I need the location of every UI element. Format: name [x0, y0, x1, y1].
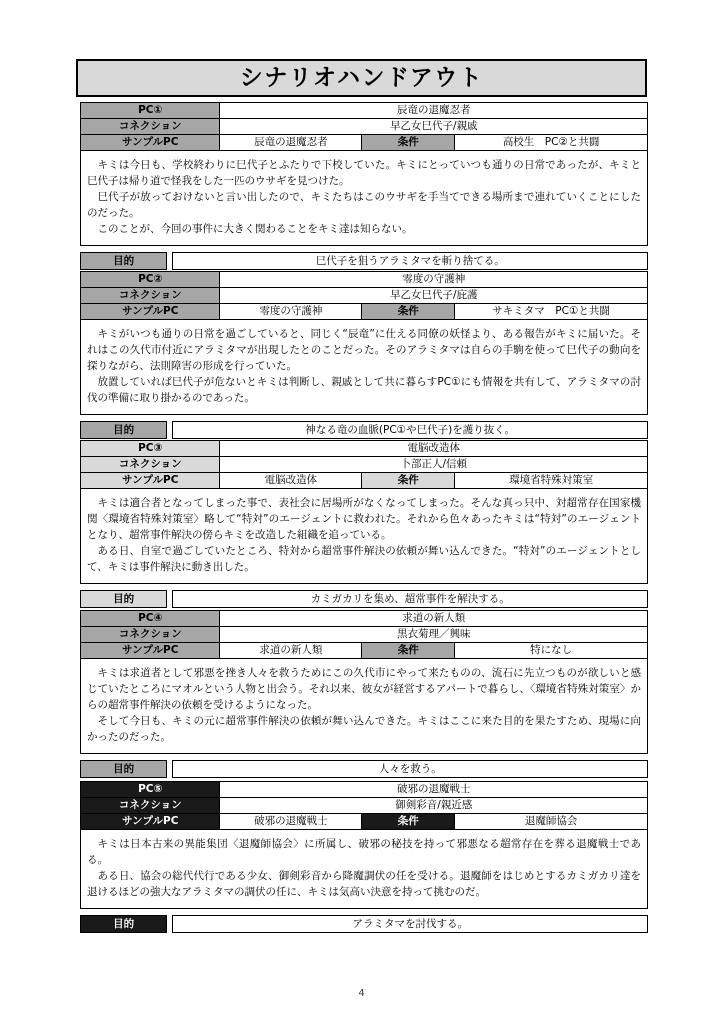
sample-pc-label: サンプルPC [81, 643, 220, 659]
handout-body-paragraph: 放置していれば巳代子が危ないとキミは判断し、親戚として共に暮らすPC①にも情報を共有して、アラミタマの討伐の準備に取り掛かるのであった。 [87, 375, 641, 404]
pc-title-value: 零度の守護神 [220, 272, 648, 288]
condition-value: 退魔師協会 [455, 814, 648, 830]
goal-label: 目的 [81, 915, 167, 932]
handout-header-table [80, 271, 648, 320]
goal-value: アラミタマを討伐する。 [173, 915, 648, 932]
sample-pc-label: サンプルPC [81, 814, 220, 830]
handout-body-paragraph: ある日、協会の総代代行である少女、御剣彩音から降魔調伏の任を受ける。退魔師をはじめとするカミガカリ達を退けるほどの強大なアラミタマの調伏の任に、キミは気高い決意を持って挑むのだ。 [87, 869, 641, 898]
pc-title-row [81, 611, 648, 627]
page-number: 4 [358, 988, 365, 999]
connection-label: コネクション [81, 119, 220, 135]
pc-title-row [81, 782, 648, 798]
sample-pc-value: 辰竜の退魔忍者 [220, 135, 362, 151]
handout-section [80, 440, 648, 608]
connection-row [81, 627, 648, 643]
connection-value: 早乙女巳代子/親戚 [220, 119, 648, 135]
handout-body [80, 659, 648, 754]
handout-body [80, 830, 648, 909]
goal-value: 人々を救う。 [173, 760, 648, 777]
connection-value: 黒衣菊理／興味 [220, 627, 648, 643]
handout-body-paragraph: キミは求道者として邪悪を挫き人々を救うためにこの久代市にやって来たものの、流石に先立つものが欲しいと感じていたところにマオルという人物と出会う。それ以来、彼女が経営するアパートで暮らし、〈環境省特殊対策室〉からの超常事件解決の依頼を受けるようになった。 [87, 667, 641, 711]
sample-pc-label: サンプルPC [81, 135, 220, 151]
sample-pc-row [81, 135, 648, 151]
pc-title-value: 電脳改造体 [220, 441, 648, 457]
handout-body-paragraph: このことが、今回の事件に大きく関わることをキミ達は知らない。 [97, 222, 413, 235]
connection-row [81, 288, 648, 304]
handout-header-table [80, 781, 648, 830]
connection-value: 早乙女巳代子/庇護 [220, 288, 648, 304]
handout-body-paragraph: キミは日本古来の異能集団〈退魔師協会〉に所属し、破邪の秘技を持って邪悪なる超常存在を葬る退魔戦士である。 [87, 838, 641, 866]
connection-value: 御剣彩音/親近感 [220, 798, 648, 814]
page-title: シナリオハンドアウト [239, 64, 484, 91]
goal-label: 目的 [81, 590, 167, 607]
connection-label: コネクション [81, 457, 220, 473]
sample-pc-row [81, 643, 648, 659]
goal-row [81, 915, 648, 932]
condition-value: 高校生 PC②と共闘 [455, 135, 648, 151]
goal-row [81, 421, 648, 438]
goal-table [80, 760, 648, 778]
connection-label: コネクション [81, 798, 220, 814]
pc-label: PC③ [81, 441, 220, 457]
sample-pc-row [81, 304, 648, 320]
condition-label: 条件 [362, 473, 455, 489]
goal-label: 目的 [81, 252, 167, 269]
connection-value: 卜部正人/信頼 [220, 457, 648, 473]
sample-pc-row [81, 473, 648, 489]
goal-table [80, 421, 648, 439]
sample-pc-value: 求道の新人類 [220, 643, 362, 659]
sample-pc-label: サンプルPC [81, 304, 220, 320]
connection-row [81, 119, 648, 135]
goal-row [81, 590, 648, 607]
connection-row [81, 457, 648, 473]
goal-row [81, 252, 648, 269]
goal-table [80, 590, 648, 608]
pc-title-value: 求道の新人類 [220, 611, 648, 627]
pc-label: PC① [81, 103, 220, 119]
condition-value: サキミタマ PC①と共闘 [455, 304, 648, 320]
handout-header-table [80, 610, 648, 659]
handout-section [80, 610, 648, 778]
handout-body-paragraph: キミがいつも通りの日常を過ごしていると、同じく“辰竜”に仕える同僚の妖怪より、ある報告がキミに届いた。それはこの久代市付近にアラミタマが出現したとのことだった。そのアラミタマは自らの手駒を使って巳代子の動向を探りながら、法則障害の形成を行っていた。 [87, 328, 641, 372]
goal-value: カミガカリを集め、超常事件を解決する。 [173, 590, 648, 607]
sample-pc-value: 破邪の退魔戦士 [220, 814, 362, 830]
pc-title-row [81, 441, 648, 457]
sample-pc-value: 電脳改造体 [220, 473, 362, 489]
pc-label: PC④ [81, 611, 220, 627]
condition-value: 環境省特殊対策室 [455, 473, 648, 489]
pc-title-row [81, 272, 648, 288]
goal-label: 目的 [81, 760, 167, 777]
pc-title-value: 辰竜の退魔忍者 [220, 103, 648, 119]
handout-section [80, 781, 648, 933]
handout-header-table [80, 102, 648, 151]
pc-label: PC② [81, 272, 220, 288]
handout-body-paragraph: 巳代子が放っておけないと言い出したので、キミたちはこのウサギを手当てできる場所まで連れていくことにしたのだった。 [87, 190, 641, 219]
handout-body-paragraph: そして今日も、キミの元に超常事件解決の依頼が舞い込んできた。キミはここに来た目的を果たすため、現場に向かったのだった。 [87, 714, 641, 743]
condition-value: 特になし [455, 643, 648, 659]
condition-label: 条件 [362, 304, 455, 320]
handout-body [80, 320, 648, 415]
handout-body [80, 489, 648, 584]
sample-pc-row [81, 814, 648, 830]
page-title-banner [76, 59, 647, 97]
handout-body-paragraph: キミは適合者となってしまった事で、表社会に居場所がなくなってしまった。そんな真っ只中、対超常存在国家機関〈環境省特殊対策室〉略して“特対”のエージェントに救われた。それから色々あったキミは“特対”のエージェントとなり、超常事件解決の傍らキミを改造した組織を追っている。 [87, 497, 641, 541]
condition-label: 条件 [362, 643, 455, 659]
pc-label: PC⑤ [81, 782, 220, 798]
pc-title-row [81, 103, 648, 119]
handout-section [80, 102, 648, 270]
pc-title-value: 破邪の退魔戦士 [220, 782, 648, 798]
goal-row [81, 760, 648, 777]
handout-body [80, 151, 648, 246]
goal-value: 巳代子を狙うアラミタマを斬り捨てる。 [173, 252, 648, 269]
condition-label: 条件 [362, 814, 455, 830]
handout-section [80, 271, 648, 439]
connection-label: コネクション [81, 288, 220, 304]
sample-pc-label: サンプルPC [81, 473, 220, 489]
handout-body-paragraph: ある日、自室で過ごしていたところ、特対から超常事件解決の依頼が舞い込んできた。“特対”のエージェントとして、キミは事件解決に動き出した。 [87, 544, 641, 573]
handout-header-table [80, 440, 648, 489]
goal-table [80, 252, 648, 270]
goal-table [80, 915, 648, 933]
sample-pc-value: 零度の守護神 [220, 304, 362, 320]
goal-label: 目的 [81, 421, 167, 438]
connection-row [81, 798, 648, 814]
connection-label: コネクション [81, 627, 220, 643]
handout-body-paragraph: キミは今日も、学校終わりに巳代子とふたりで下校していた。キミにとっていつも通りの日常であったが、キミと巳代子は帰り道で怪我をした一匹のウサギを見つけた。 [87, 159, 641, 187]
condition-label: 条件 [362, 135, 455, 151]
goal-value: 神なる竜の血脈(PC①や巳代子)を護り抜く。 [173, 421, 648, 438]
